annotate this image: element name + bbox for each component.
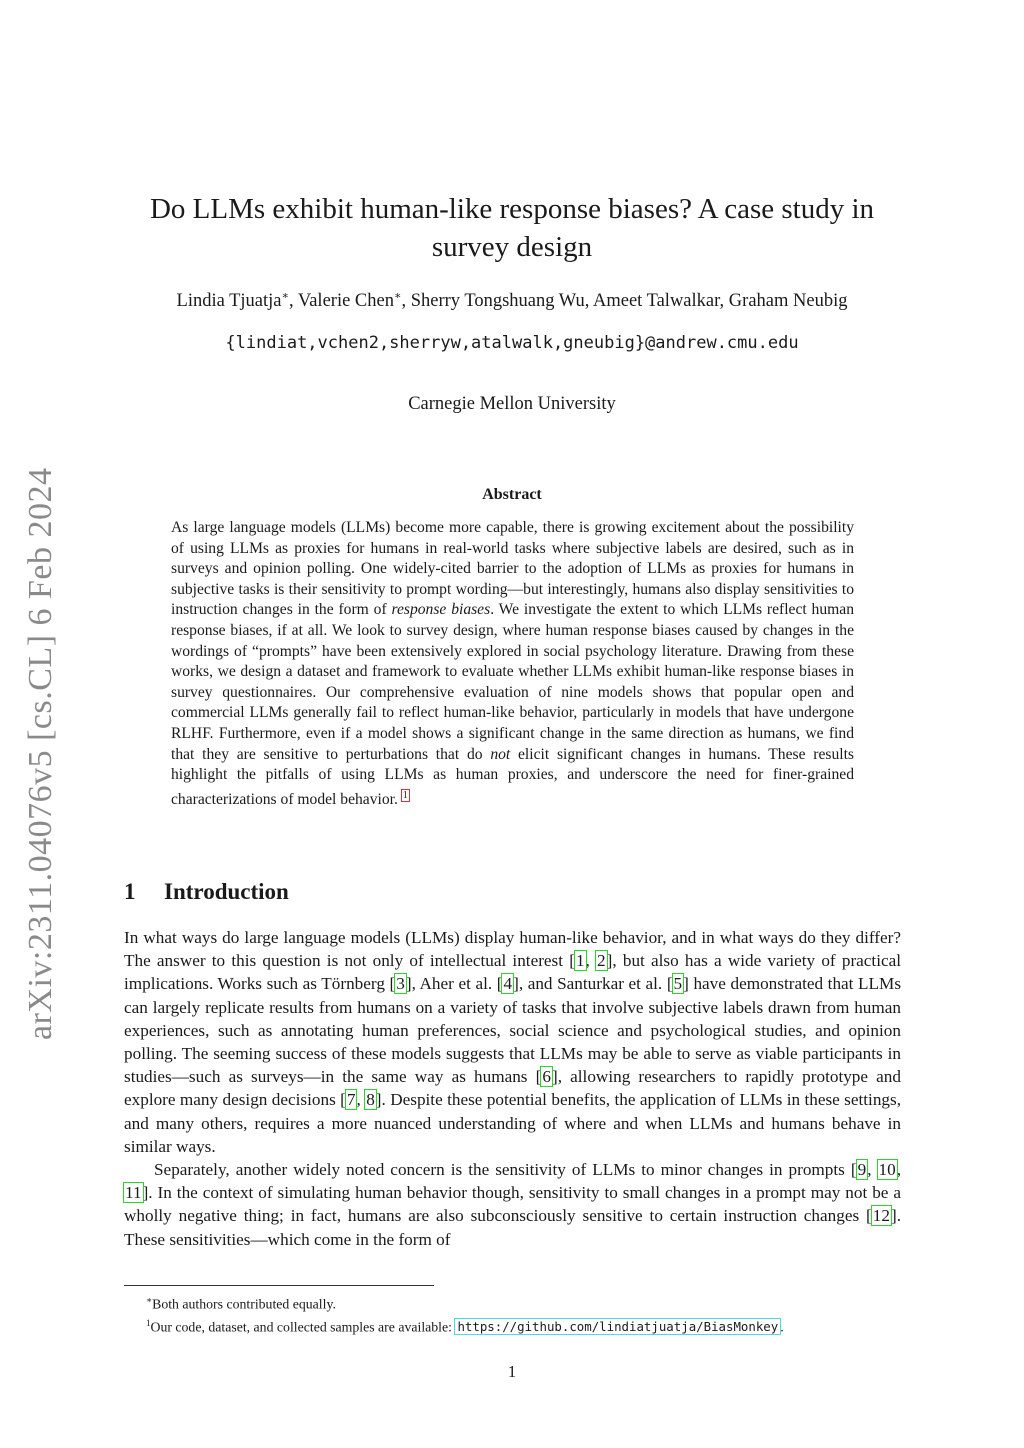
footnote-code-availability: $^1$Our code, dataset, and collected samples are available: https://github.com/lindiatjuatja/BiasMonkey .	[146, 1317, 784, 1335]
citation-4[interactable]: 4	[503, 974, 513, 994]
citation-3[interactable]: 3	[396, 974, 405, 994]
author-list	[110, 289, 914, 312]
author-2: Valerie Chen∗,	[297, 290, 411, 312]
paragraph-2: Separately, another widely noted concern is the sensitivity of LLMs to minor changes in prompts [9, 10, 11]. In the context of simulating human behavior though, sensitivity to small changes in a prompt may not be a wholly negative thing; in fact, humans are also subconsciously sensitive to certain instruction changes [12]. These sensitivities—which come in the form of	[124, 1160, 901, 1249]
citation-2[interactable]: 2	[597, 951, 606, 971]
abstract-text: As large language models (LLMs) become more capable, there is growing excitement about the possibility of using LLMs as proxies for humans in real-world tasks where subjective labels are desired, such as in surveys and opinion polling. One widely-cited barrier to the adoption of LLMs as proxies for humans in subjective tasks is their sensitivity to prompt wording—but interestingly, humans also display sensitivities to instruction changes in the form of response biases. We investigate the extent to which LLMs reflect human response biases, if at all. We look to survey design, where human response biases caused by changes in the wordings of “prompts” have been extensively explored in social psychology literature. Drawing from these works, we design a dataset and framework to evaluate whether LLMs exhibit human-like response biases in survey questionnaires. Our comprehensive evaluation of nine models shows that popular open and commercial LLMs generally fail to reflect human-like behavior, particularly in models that have undergone RLHF. Furthermore, even if a model shows a significant change in the same direction as humans, we find that they are sensitive to perturbations that do not elicit significant changes in humans. These results highlight the pitfalls of using LLMs as human proxies, and underscore the need for finer-grained characterizations of model behavior. $^1$	[171, 519, 854, 808]
author-1: Lindia Tjuatja∗,	[176, 290, 298, 312]
footnote-equal-contribution: ∗Both authors contributed equally.	[146, 1295, 336, 1312]
citation-10[interactable]: 10	[878, 1160, 896, 1180]
footnote-link-1[interactable]: 1	[402, 789, 408, 801]
citation-5[interactable]: 5	[673, 974, 683, 994]
author-4: Ameet Talwalkar,	[592, 291, 729, 312]
citation-7[interactable]: 7	[346, 1090, 356, 1110]
author-5: Graham Neubig	[728, 291, 848, 312]
paper-title: Do LLMs exhibit human-like response biases? A case study in survey design	[149, 193, 875, 263]
paragraph-1: In what ways do large language models (LLMs) display human-like behavior, and in what ways do they differ? The answer to this question is not only of intellectual interest [1, 2], but also has a wide variety of practical implications. Works such as Törnberg [3], Aher et al. [4], and Santurkar et al. [5] have demonstrated that LLMs can largely replicate results from humans on a variety of tasks that involve subjective labels drawn from human experiences, such as annotating human preferences, social science and psychological studies, and opinion polling. The seeming success of these models suggests that LLMs may be able to serve as viable participants in studies—such as surveys—in the same way as humans [6], allowing researchers to rapidly prototype and explore many design decisions [7, 8]. Despite these potential benefits, the application of LLMs in these settings, and many others, requires a more nuanced understanding of where and when LLMs and humans behave in similar ways.	[124, 928, 902, 1156]
author-3: Sherry Tongshuang Wu,	[410, 291, 593, 312]
section-heading-introduction: 1 Introduction	[124, 879, 289, 904]
citation-6[interactable]: 6	[542, 1067, 551, 1087]
footnotes	[124, 1291, 914, 1336]
github-repo-link[interactable]: https://github.com/lindiatjuatja/BiasMonkey	[457, 1319, 779, 1335]
page-number: 1	[507, 1362, 517, 1381]
abstract-heading: Abstract	[482, 486, 542, 503]
citation-11[interactable]: 11	[125, 1183, 142, 1203]
introduction-body	[124, 926, 901, 1251]
footnote-divider	[124, 1285, 434, 1286]
citation-12[interactable]: 12	[872, 1206, 890, 1226]
author-emails: {lindiat,vchen2,sherryw,atalwalk,gneubig}@andrew.cmu.edu	[225, 333, 799, 353]
citation-8[interactable]: 8	[366, 1090, 375, 1110]
arxiv-sidebar-identifier: arXiv:2311.04076v5 [cs.CL] 6 Feb 2024	[22, 467, 59, 1040]
citation-1[interactable]: 1	[575, 951, 585, 971]
affiliation: Carnegie Mellon University	[408, 394, 616, 414]
citation-9[interactable]: 9	[857, 1160, 867, 1180]
